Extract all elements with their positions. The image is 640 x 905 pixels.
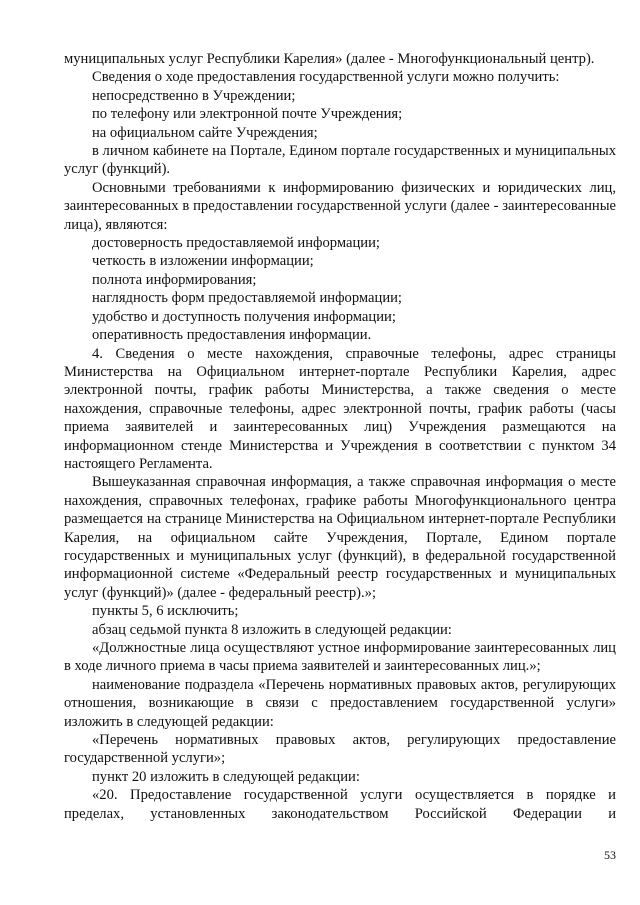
page-number: 53 [604, 848, 616, 862]
paragraph-legal-acts-list: «Перечень нормативных правовых актов, регулирующих предоставление государственной услуги»; [64, 732, 616, 767]
paragraph-requirements: Основными требованиями к информированию физических и юридических лиц, заинтересованных в предоставлении государственной услуги (далее - заинтересованные лица), являются: [64, 179, 616, 233]
list-item-personal-account: в личном кабинете на Портале, Едином портале государственных и муниципальных услуг (функций). [64, 143, 616, 178]
paragraph-officials: «Должностные лица осуществляют устное информирование заинтересованных лиц в ходе личного приема в часы приема заявителей и заинтересованных лиц.»; [64, 640, 616, 675]
list-item-phone-email: по телефону или электронной почте Учреждения; [92, 106, 403, 123]
paragraph-progress-info: Сведения о ходе предоставления государственной услуги можно получить: [92, 69, 560, 86]
list-item-clarity: четкость в изложении информации; [92, 253, 314, 270]
list-item-in-institution: непосредственно в Учреждении; [92, 87, 296, 104]
paragraph-point-20-text: «20. Предоставление государственной услуги осуществляется в порядке и пределах, установленных законодательством Российской Федерации и [64, 787, 616, 822]
paragraph-point-8: абзац седьмой пункта 8 изложить в следующей редакции: [92, 621, 452, 638]
list-item-promptness: оперативность предоставления информации. [92, 327, 372, 344]
paragraph-continuation: муниципальных услуг Республики Карелия» (далее - Многофункциональный центр). [64, 51, 595, 67]
list-item-completeness: полнота информирования; [92, 271, 257, 288]
document-page [64, 50, 616, 823]
list-item-accessibility: удобство и доступность получения информации; [92, 308, 396, 325]
paragraph-reference-info: Вышеуказанная справочная информация, а также справочная информация о месте нахождения, справочных телефонах, графике работы Многофункционального центра размещается на странице Министерства на Официальном интернет-портале Республики Карелия, на официальном сайте Учреждения, Портале, Едином портале государственных и муниципальных услуг (функций), в федеральной государственной информационной системе «Федеральный реестр государственных и муниципальных услуг (функций)» (далее - федеральный реестр).»; [64, 474, 616, 601]
paragraph-point-4: 4. Сведения о месте нахождения, справочные телефоны, адрес страницы Министерства на Официальном интернет-портале Республики Карелия, адрес электронной почты, график работы Министерства, а также сведения о месте нахождения, справочные телефоны, адрес электронной почты, график работы (часы приема заявителей и заинтересованных лиц) Учреждения размещаются на информационном стенде Министерства и Учреждения в соответствии с пунктом 34 настоящего Регламента. [64, 345, 616, 472]
list-item-visibility: наглядность форм предоставляемой информации; [92, 290, 402, 307]
list-item-official-site: на официальном сайте Учреждения; [92, 124, 318, 141]
list-item-reliability: достоверность предоставляемой информации; [92, 235, 380, 252]
paragraph-points-5-6: пункты 5, 6 исключить; [92, 603, 239, 620]
paragraph-point-20: пункт 20 изложить в следующей редакции: [92, 768, 360, 785]
paragraph-subsection-name: наименование подраздела «Перечень нормативных правовых актов, регулирующих отношения, возникающие в связи с предоставлением государственной услуги» изложить в следующей редакции: [64, 676, 616, 730]
